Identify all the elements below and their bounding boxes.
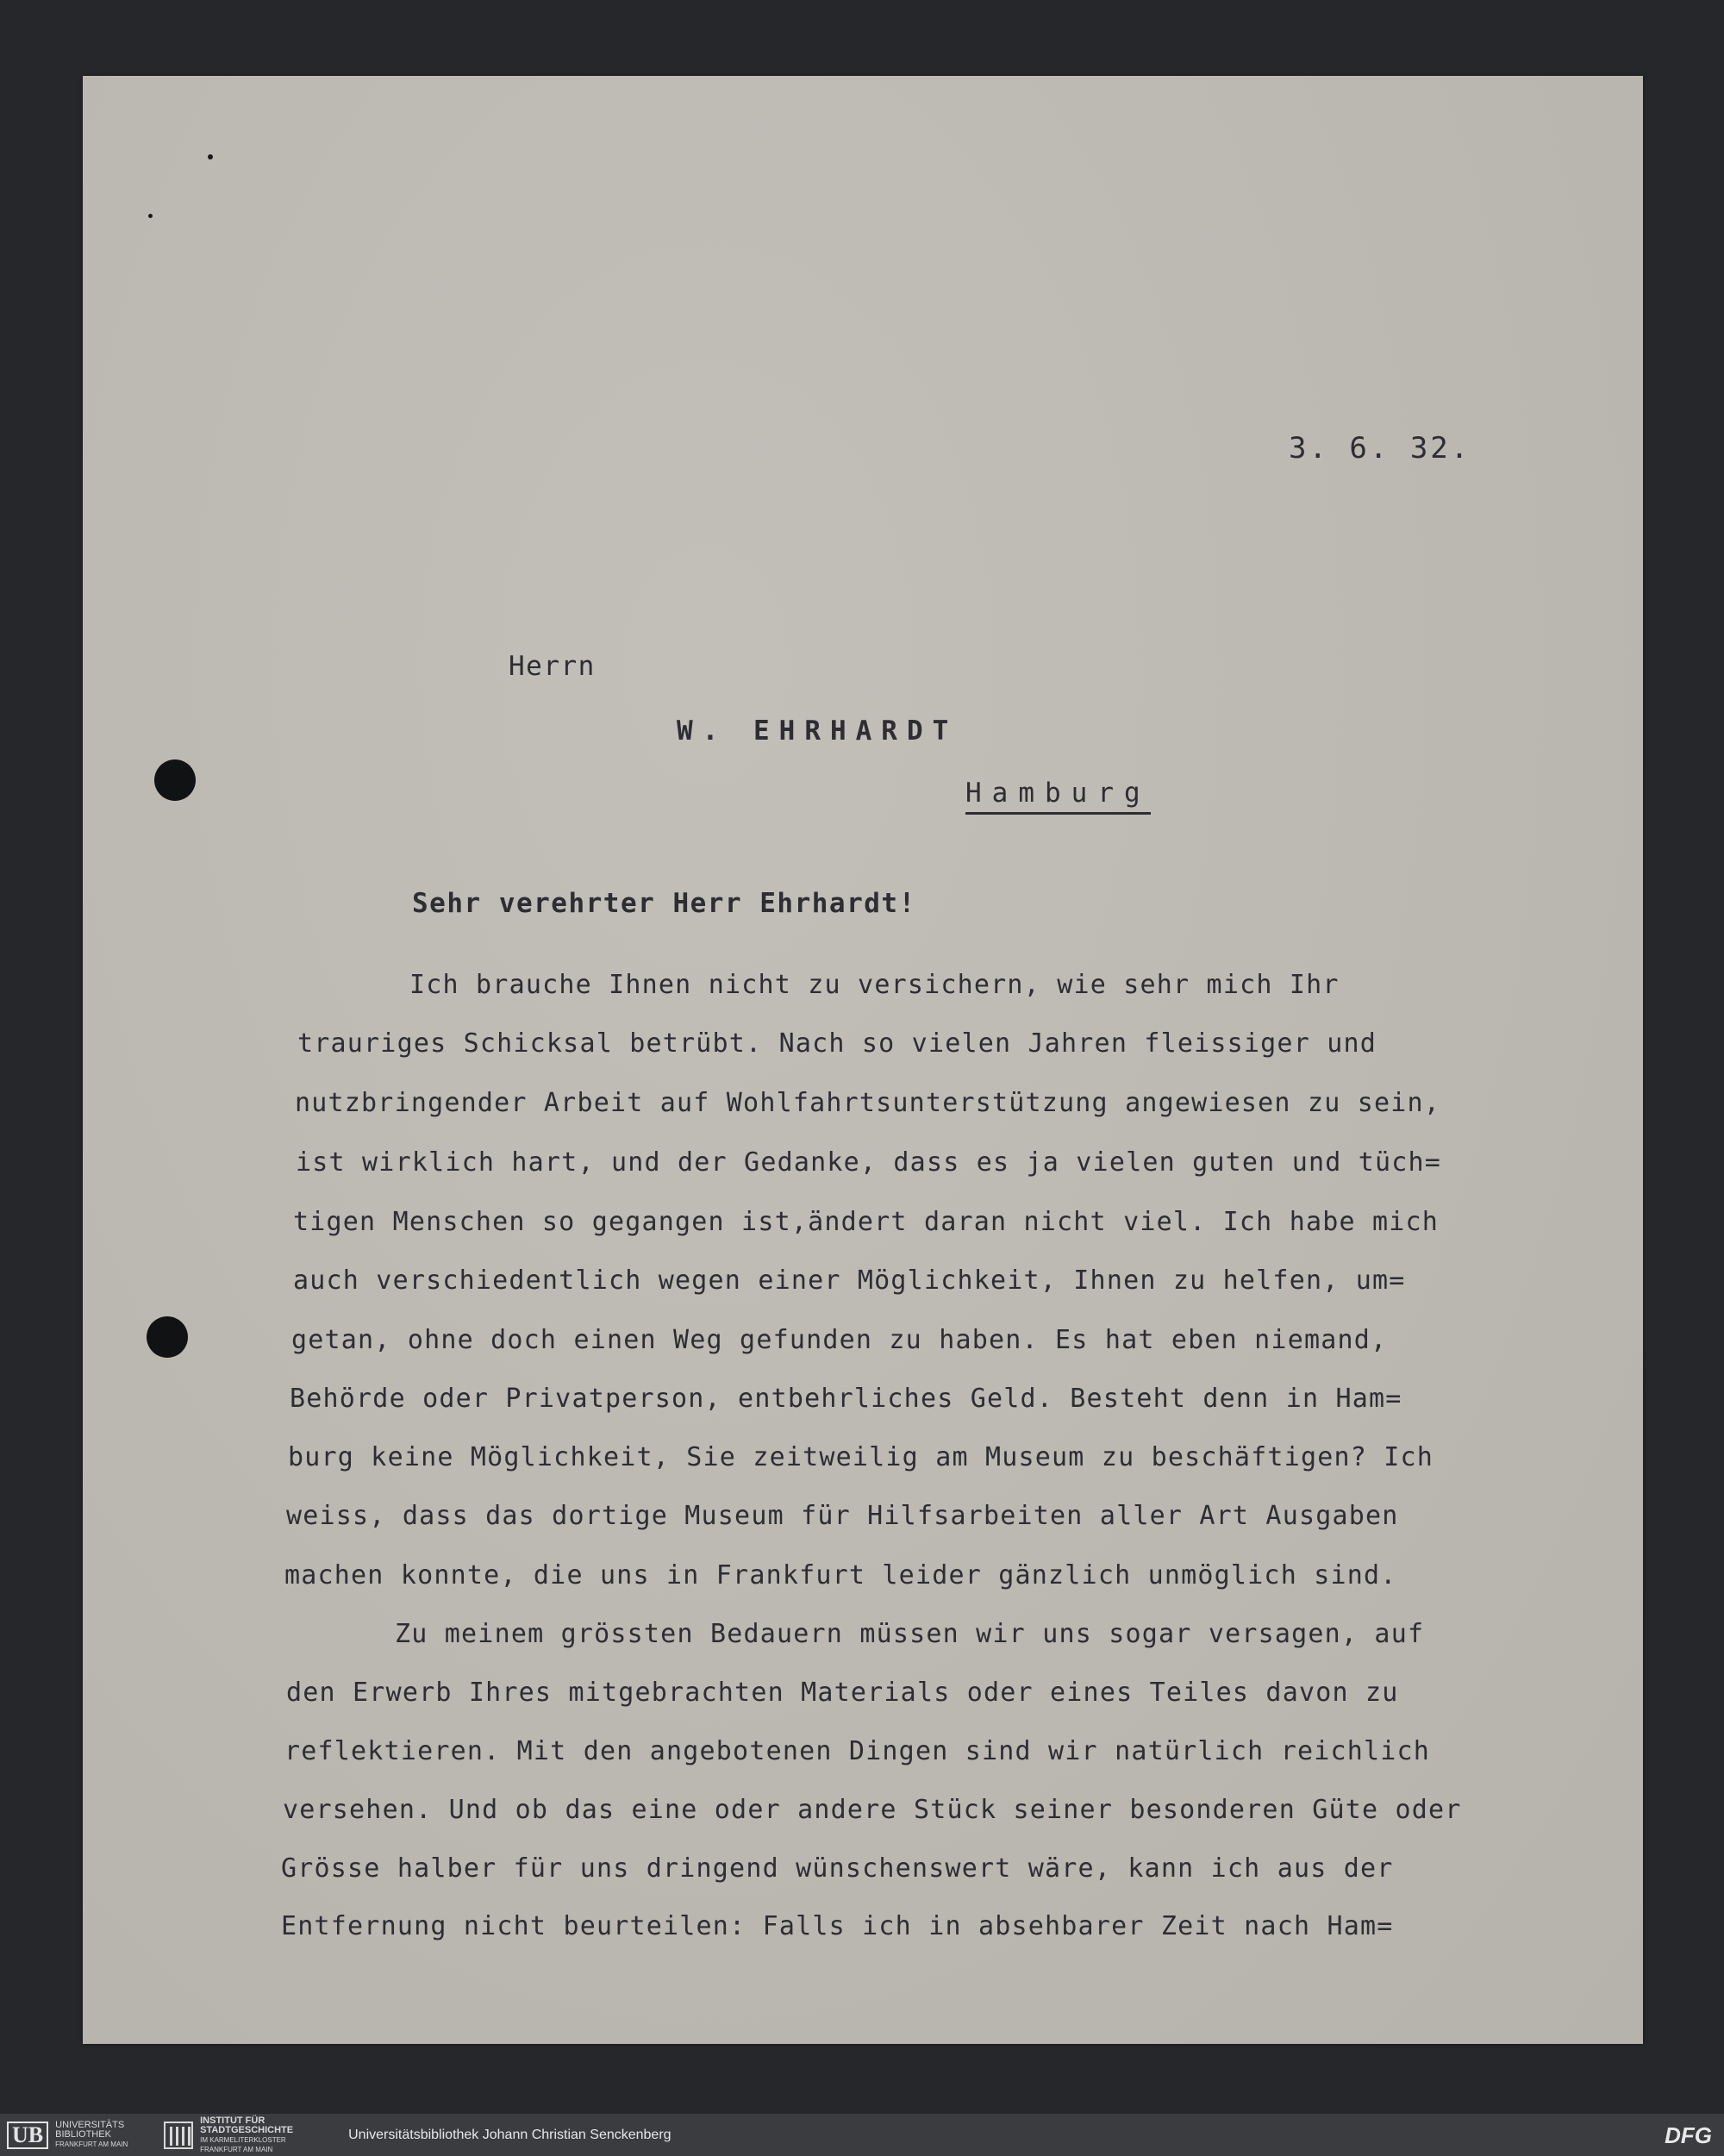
recipient-city: Hamburg	[965, 778, 1151, 815]
letter-greeting: Sehr verehrter Herr Ehrhardt!	[412, 888, 916, 919]
institute-logo-icon	[164, 2122, 193, 2149]
ub-text-line: UNIVERSITÄTS	[55, 2120, 125, 2130]
body-line: Entfernung nicht beurteilen: Falls ich in absehbarer Zeit nach Ham=	[281, 1911, 1394, 1941]
body-line: burg keine Möglichkeit, Sie zeitweilig am Museum zu beschäftigen? Ich	[288, 1442, 1434, 1472]
body-line: ist wirklich hart, und der Gedanke, dass es ja vielen guten und tüch=	[296, 1147, 1442, 1178]
dfg-logo: DFG	[1665, 2122, 1712, 2148]
body-line: Zu meinem grössten Bedauern müssen wir uns sogar versagen, auf	[395, 1619, 1425, 1649]
punch-hole-lower	[147, 1316, 188, 1358]
body-line: nutzbringender Arbeit auf Wohlfahrtsunterstützung angewiesen zu sein,	[295, 1088, 1441, 1118]
ub-text-line: FRANKFURT AM MAIN	[55, 2140, 128, 2148]
body-line: Ich brauche Ihnen nicht zu versichern, wie sehr mich Ihr	[409, 970, 1340, 1000]
ub-logo-text	[55, 2121, 150, 2149]
body-line: machen konnte, die uns in Frankfurt leider gänzlich unmöglich sind.	[284, 1560, 1397, 1590]
viewer-footer	[0, 2114, 1724, 2156]
recipient-prefix: Herrn	[509, 651, 596, 682]
ifs-text-line: IM KARMELITERKLOSTER	[200, 2135, 286, 2144]
ifs-text-line: FRANKFURT AM MAIN	[200, 2145, 273, 2153]
body-line: trauriges Schicksal betrübt. Nach so vielen Jahren fleissiger und	[297, 1028, 1377, 1059]
paper-speck	[208, 154, 213, 159]
ub-logo: UB	[7, 2122, 48, 2149]
ifs-text-line: INSTITUT FÜR	[200, 2115, 265, 2126]
recipient-name: W. EHRHARDT	[677, 716, 959, 747]
footer-title: Universitätsbibliothek Johann Christian Senckenberg	[348, 2127, 671, 2142]
body-line: Grösse halber für uns dringend wünschenswert wäre, kann ich aus der	[281, 1853, 1394, 1884]
body-line: weiss, dass das dortige Museum für Hilfsarbeiten aller Art Ausgaben	[286, 1501, 1399, 1531]
institute-logo-text	[200, 2116, 321, 2154]
punch-hole-upper	[154, 759, 196, 801]
body-line: reflektieren. Mit den angebotenen Dingen sind wir natürlich reichlich	[284, 1736, 1431, 1766]
body-line: versehen. Und ob das eine oder andere Stück seiner besonderen Güte oder	[283, 1795, 1462, 1825]
body-line: tigen Menschen so gegangen ist,ändert daran nicht viel. Ich habe mich	[293, 1207, 1440, 1237]
body-line: den Erwerb Ihres mitgebrachten Materials oder eines Teiles davon zu	[286, 1678, 1399, 1708]
body-line: Behörde oder Privatperson, entbehrliches Geld. Besteht denn in Ham=	[290, 1384, 1402, 1414]
ub-text-line: BIBLIOTHEK	[55, 2129, 111, 2140]
body-line: getan, ohne doch einen Weg gefunden zu haben. Es hat eben niemand,	[291, 1325, 1388, 1355]
letter-date: 3. 6. 32.	[1289, 431, 1471, 466]
ifs-text-line: STADTGESCHICHTE	[200, 2124, 294, 2135]
body-line: auch verschiedentlich wegen einer Möglichkeit, Ihnen zu helfen, um=	[293, 1265, 1406, 1296]
paper-speck	[148, 214, 153, 218]
